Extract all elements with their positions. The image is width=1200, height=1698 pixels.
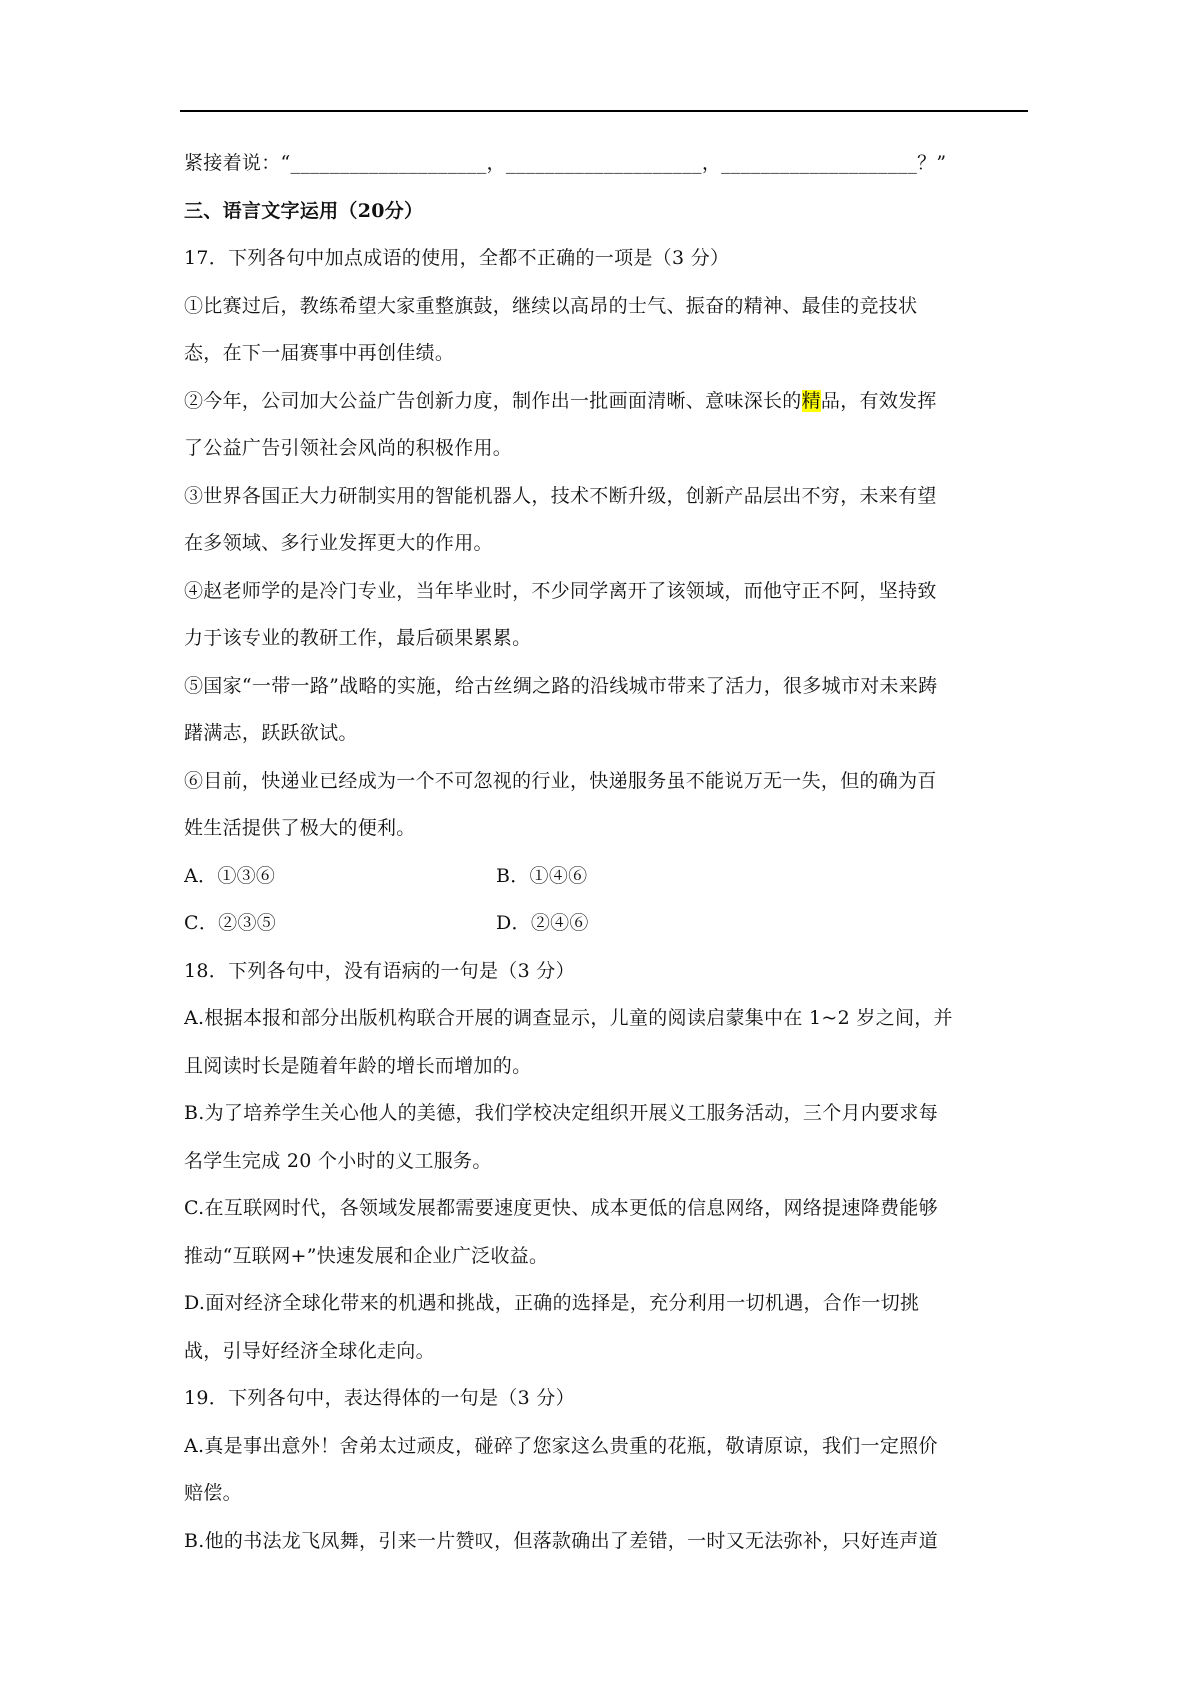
page-content — [184, 140, 1024, 1565]
q18-option-b-line-1: B.为了培养学生关心他人的美德，我们学校决定组织开展义工服务活动，三个月内要求每 — [184, 1102, 939, 1124]
q17-sentence-5-line-1: ⑤国家“一带一路”战略的实施，给古丝绸之路的沿线城市带来了活力，很多城市对未来踌 — [184, 674, 938, 697]
q17-choices-row-2 — [184, 900, 1024, 948]
q17-stem: 17．下列各句中加点成语的使用，全都不正确的一项是（3 分） — [184, 247, 730, 269]
q18-stem: 18．下列各句中，没有语病的一句是（3 分） — [184, 959, 575, 982]
q17-sentence-6-line-1: ⑥目前，快递业已经成为一个不可忽视的行业，快递服务虽不能说万无一失，但的确为百 — [184, 769, 937, 792]
header-rule — [180, 110, 1028, 112]
q17-sentence-2-line-2: 了公益广告引领社会风尚的积极作用。 — [184, 437, 513, 459]
q17-sentence-2-text-after: 品，有效发挥 — [820, 389, 937, 412]
q19-stem: 19．下列各句中，表达得体的一句是（3 分） — [184, 1387, 575, 1409]
q17-sentence-1-line-2: 态，在下一届赛事中再创佳绩。 — [184, 342, 455, 364]
q18-option-c-line-1: C.在互联网时代，各领域发展都需要速度更快、成本更低的信息网络，网络提速降费能够 — [184, 1197, 938, 1219]
section-title: 三、语言文字运用（20分） — [184, 199, 424, 222]
q18-option-d-line-1: D.面对经济全球化带来的机遇和挑战，正确的选择是，充分利用一切机遇，合作一切挑 — [184, 1292, 920, 1314]
q17-sentence-2-text-before: ②今年，公司加大公益广告创新力度，制作出一批画面清晰、意味深长的 — [184, 389, 802, 412]
q17-option-a: A．①③⑥ — [184, 864, 276, 887]
q18-option-a-line-1: A.根据本报和部分出版机构联合开展的调查显示，儿童的阅读启蒙集中在 1~2 岁之间，并 — [184, 1007, 953, 1029]
q17-sentence-6-line-2: 姓生活提供了极大的便利。 — [184, 817, 416, 839]
q19-option-a-line-1: A.真是事出意外！舍弟太过顽皮，碰碎了您家这么贵重的花瓶，敬请原谅，我们一定照价 — [184, 1434, 938, 1457]
q19-option-b-line-1: B.他的书法龙飞凤舞，引来一片赞叹，但落款确出了差错，一时又无法弥补，只好连声道 — [184, 1529, 939, 1552]
q17-choices-row-1 — [184, 853, 1024, 901]
q17-option-b: B．①④⑥ — [496, 864, 588, 887]
q18-option-d-line-2: 战，引导好经济全球化走向。 — [184, 1339, 435, 1362]
q17-option-d: D．②④⑥ — [496, 912, 589, 934]
q17-sentence-4-line-2: 力于该专业的教研工作，最后硕果累累。 — [184, 627, 532, 649]
highlighted-character: 精 — [801, 389, 821, 412]
fill-in-line: 紧接着说：“____________________，____________________，____________________？” — [184, 152, 947, 174]
q17-sentence-2-line-1 — [184, 378, 1024, 426]
q19-option-a-line-2: 赔偿。 — [184, 1482, 242, 1504]
q18-option-a-line-2: 且阅读时长是随着年龄的增长而增加的。 — [184, 1054, 532, 1077]
q17-sentence-3-line-1: ③世界各国正大力研制实用的智能机器人，技术不断升级，创新产品层出不穷，未来有望 — [184, 484, 937, 507]
q18-option-b-line-2: 名学生完成 20 个小时的义工服务。 — [184, 1149, 492, 1172]
q17-option-c: C．②③⑤ — [184, 912, 277, 934]
q17-sentence-4-line-1: ④赵老师学的是冷门专业，当年毕业时，不少同学离开了该领域，而他守正不阿，坚持致 — [184, 579, 937, 602]
q17-sentence-5-line-2: 躇满志，跃跃欲试。 — [184, 722, 358, 744]
q17-sentence-3-line-2: 在多领域、多行业发挥更大的作用。 — [184, 532, 493, 554]
q18-option-c-line-2: 推动“互联网+”快速发展和企业广泛收益。 — [184, 1244, 549, 1267]
q17-sentence-1-line-1: ①比赛过后，教练希望大家重整旗鼓，继续以高昂的士气、振奋的精神、最佳的竞技状 — [184, 294, 918, 317]
